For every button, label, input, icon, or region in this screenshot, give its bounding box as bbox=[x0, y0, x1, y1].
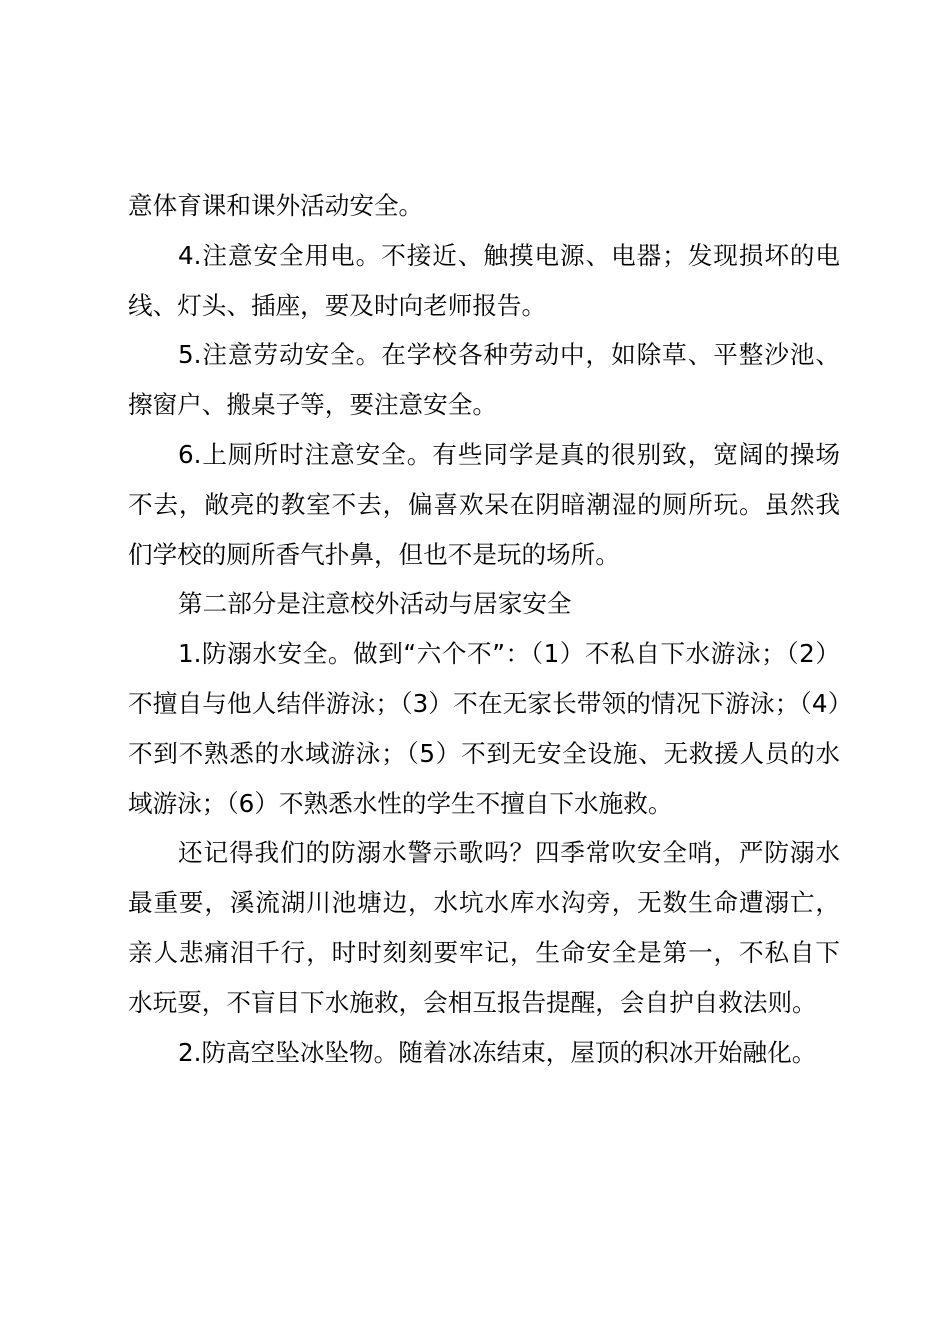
paragraph-item-6-restroom: 6.上厕所时注意安全。有些同学是真的很别致，宽阔的操场不去，敞亮的教室不去，偏喜欢呆在阴暗潮湿的厕所玩。虽然我们学校的厕所香气扑鼻，但也不是玩的场所。 bbox=[128, 439, 840, 569]
paragraph-item-4-electricity: 4.注意安全用电。不接近、触摸电源、电器；发现损坏的电线、灯头、插座，要及时向老师报告。 bbox=[128, 240, 840, 320]
document-body bbox=[128, 181, 840, 1077]
paragraph-item-5-labor: 5.注意劳动安全。在学校各种劳动中，如除草、平整沙池、擦窗户、搬桌子等，要注意安全。 bbox=[128, 340, 840, 420]
section-heading-part-two: 第二部分是注意校外活动与居家安全 bbox=[178, 589, 572, 619]
paragraph-warning-song: 还记得我们的防溺水警示歌吗？四季常吹安全哨，严防溺水最重要，溪流湖川池塘边，水坑水库水沟旁，无数生命遭溺亡，亲人悲痛泪千行，时时刻刻要牢记，生命安全是第一，不私自下水玩耍，不盲目下水施救，会相互报告提醒，会自护自救法则。 bbox=[128, 838, 840, 1017]
paragraph-item-2-falling-ice: 2.防高空坠冰坠物。随着冰冻结束，屋顶的积冰开始融化。 bbox=[178, 1037, 817, 1067]
paragraph-item-1-drowning: 1.防溺水安全。做到“六个不”：（1）不私自下水游泳；（2）不擅自与他人结伴游泳；（3）不在无家长带领的情况下游泳；（4）不到不熟悉的水域游泳；（5）不到无安全设施、无救援人员的水域游泳；（6）不熟悉水性的学生不擅自下水施救。 bbox=[128, 639, 840, 818]
paragraph-continuation: 意体育课和课外活动安全。 bbox=[128, 191, 424, 220]
